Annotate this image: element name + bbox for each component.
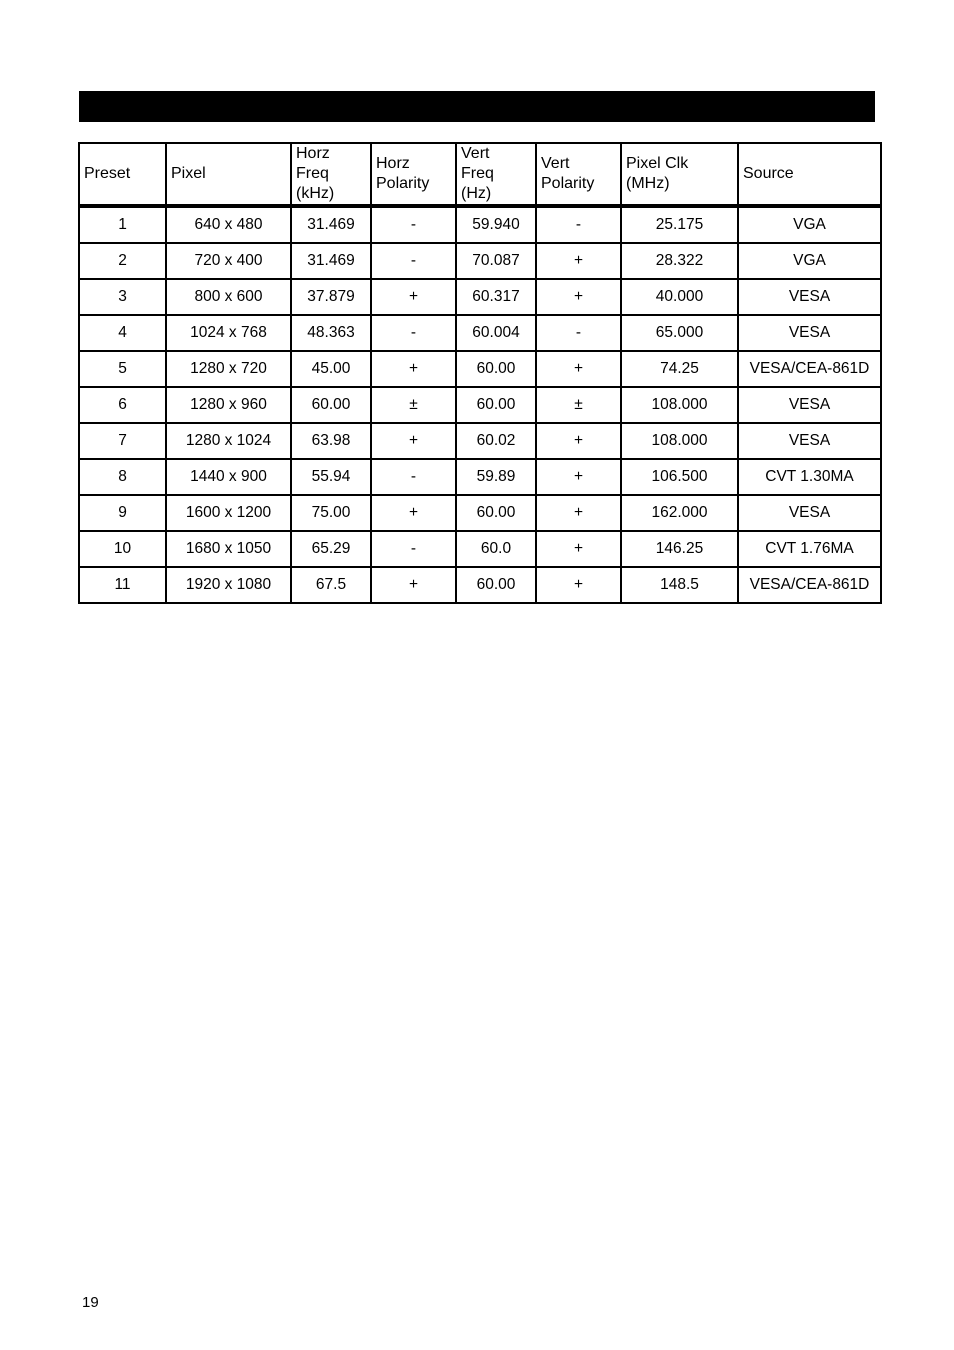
cell-horz-freq: 65.29	[291, 531, 371, 567]
cell-preset: 9	[79, 495, 166, 531]
cell-preset: 8	[79, 459, 166, 495]
cell-horz-polarity: ±	[371, 387, 456, 423]
cell-horz-polarity: +	[371, 423, 456, 459]
cell-vert-polarity: +	[536, 423, 621, 459]
cell-vert-polarity: ±	[536, 387, 621, 423]
cell-horz-freq: 60.00	[291, 387, 371, 423]
preset-timing-table	[78, 142, 882, 604]
cell-pixel-clk: 28.322	[621, 243, 738, 279]
cell-pixel: 1280 x 720	[166, 351, 291, 387]
cell-source: CVT 1.76MA	[738, 531, 881, 567]
cell-pixel-clk: 25.175	[621, 206, 738, 243]
section-title-bar	[79, 91, 875, 122]
cell-vert-freq: 60.317	[456, 279, 536, 315]
cell-vert-polarity: -	[536, 315, 621, 351]
cell-vert-polarity: +	[536, 567, 621, 603]
cell-vert-freq: 60.00	[456, 567, 536, 603]
cell-preset: 6	[79, 387, 166, 423]
cell-vert-freq: 60.00	[456, 351, 536, 387]
cell-preset: 2	[79, 243, 166, 279]
cell-preset: 11	[79, 567, 166, 603]
cell-source: CVT 1.30MA	[738, 459, 881, 495]
cell-horz-freq: 31.469	[291, 243, 371, 279]
cell-vert-polarity: +	[536, 459, 621, 495]
cell-source: VESA/CEA-861D	[738, 351, 881, 387]
header-vert-polarity: Vert Polarity	[536, 143, 621, 206]
cell-preset: 10	[79, 531, 166, 567]
cell-source: VGA	[738, 243, 881, 279]
cell-source: VGA	[738, 206, 881, 243]
cell-pixel-clk: 74.25	[621, 351, 738, 387]
cell-vert-freq: 60.00	[456, 495, 536, 531]
cell-source: VESA	[738, 315, 881, 351]
cell-pixel-clk: 106.500	[621, 459, 738, 495]
cell-horz-polarity: -	[371, 243, 456, 279]
table-row	[79, 243, 881, 279]
cell-horz-polarity: +	[371, 351, 456, 387]
cell-vert-polarity: +	[536, 495, 621, 531]
cell-vert-polarity: +	[536, 243, 621, 279]
header-pixel-clk: Pixel Clk (MHz)	[621, 143, 738, 206]
cell-vert-freq: 60.02	[456, 423, 536, 459]
cell-vert-freq: 60.004	[456, 315, 536, 351]
cell-vert-polarity: +	[536, 531, 621, 567]
cell-horz-freq: 55.94	[291, 459, 371, 495]
cell-horz-freq: 48.363	[291, 315, 371, 351]
cell-vert-polarity: +	[536, 351, 621, 387]
cell-horz-polarity: -	[371, 459, 456, 495]
page-number: 19	[82, 1294, 99, 1311]
cell-horz-freq: 67.5	[291, 567, 371, 603]
cell-horz-freq: 75.00	[291, 495, 371, 531]
cell-source: VESA	[738, 387, 881, 423]
cell-horz-polarity: +	[371, 279, 456, 315]
cell-vert-freq: 59.940	[456, 206, 536, 243]
table-row	[79, 459, 881, 495]
cell-pixel: 1280 x 1024	[166, 423, 291, 459]
cell-source: VESA	[738, 423, 881, 459]
table-row	[79, 315, 881, 351]
cell-horz-polarity: +	[371, 567, 456, 603]
cell-pixel: 1024 x 768	[166, 315, 291, 351]
cell-pixel-clk: 146.25	[621, 531, 738, 567]
cell-horz-freq: 31.469	[291, 206, 371, 243]
cell-horz-polarity: -	[371, 531, 456, 567]
cell-preset: 7	[79, 423, 166, 459]
header-pixel: Pixel	[166, 143, 291, 206]
cell-vert-polarity: -	[536, 206, 621, 243]
table-row	[79, 495, 881, 531]
cell-source: VESA/CEA-861D	[738, 567, 881, 603]
table-row	[79, 351, 881, 387]
cell-pixel: 800 x 600	[166, 279, 291, 315]
cell-pixel: 640 x 480	[166, 206, 291, 243]
cell-horz-freq: 37.879	[291, 279, 371, 315]
header-horz-polarity: Horz Polarity	[371, 143, 456, 206]
table-row	[79, 531, 881, 567]
cell-vert-freq: 60.0	[456, 531, 536, 567]
cell-vert-polarity: +	[536, 279, 621, 315]
cell-preset: 3	[79, 279, 166, 315]
table-row	[79, 423, 881, 459]
table-row	[79, 387, 881, 423]
cell-vert-freq: 60.00	[456, 387, 536, 423]
header-vert-freq: Vert Freq (Hz)	[456, 143, 536, 206]
cell-horz-polarity: -	[371, 206, 456, 243]
cell-vert-freq: 70.087	[456, 243, 536, 279]
header-source: Source	[738, 143, 881, 206]
cell-pixel-clk: 40.000	[621, 279, 738, 315]
cell-source: VESA	[738, 279, 881, 315]
cell-horz-freq: 63.98	[291, 423, 371, 459]
cell-pixel-clk: 162.000	[621, 495, 738, 531]
cell-pixel: 1280 x 960	[166, 387, 291, 423]
cell-pixel: 1440 x 900	[166, 459, 291, 495]
cell-source: VESA	[738, 495, 881, 531]
cell-preset: 5	[79, 351, 166, 387]
cell-preset: 1	[79, 206, 166, 243]
cell-pixel-clk: 108.000	[621, 423, 738, 459]
table-row	[79, 567, 881, 603]
cell-pixel: 1680 x 1050	[166, 531, 291, 567]
cell-pixel: 720 x 400	[166, 243, 291, 279]
header-horz-freq: Horz Freq (kHz)	[291, 143, 371, 206]
cell-horz-freq: 45.00	[291, 351, 371, 387]
cell-pixel: 1920 x 1080	[166, 567, 291, 603]
cell-vert-freq: 59.89	[456, 459, 536, 495]
cell-pixel-clk: 65.000	[621, 315, 738, 351]
cell-horz-polarity: +	[371, 495, 456, 531]
table-header-row	[79, 143, 881, 206]
table-row	[79, 279, 881, 315]
cell-preset: 4	[79, 315, 166, 351]
cell-pixel: 1600 x 1200	[166, 495, 291, 531]
cell-pixel-clk: 148.5	[621, 567, 738, 603]
cell-pixel-clk: 108.000	[621, 387, 738, 423]
table-row	[79, 206, 881, 243]
header-preset: Preset	[79, 143, 166, 206]
cell-horz-polarity: -	[371, 315, 456, 351]
